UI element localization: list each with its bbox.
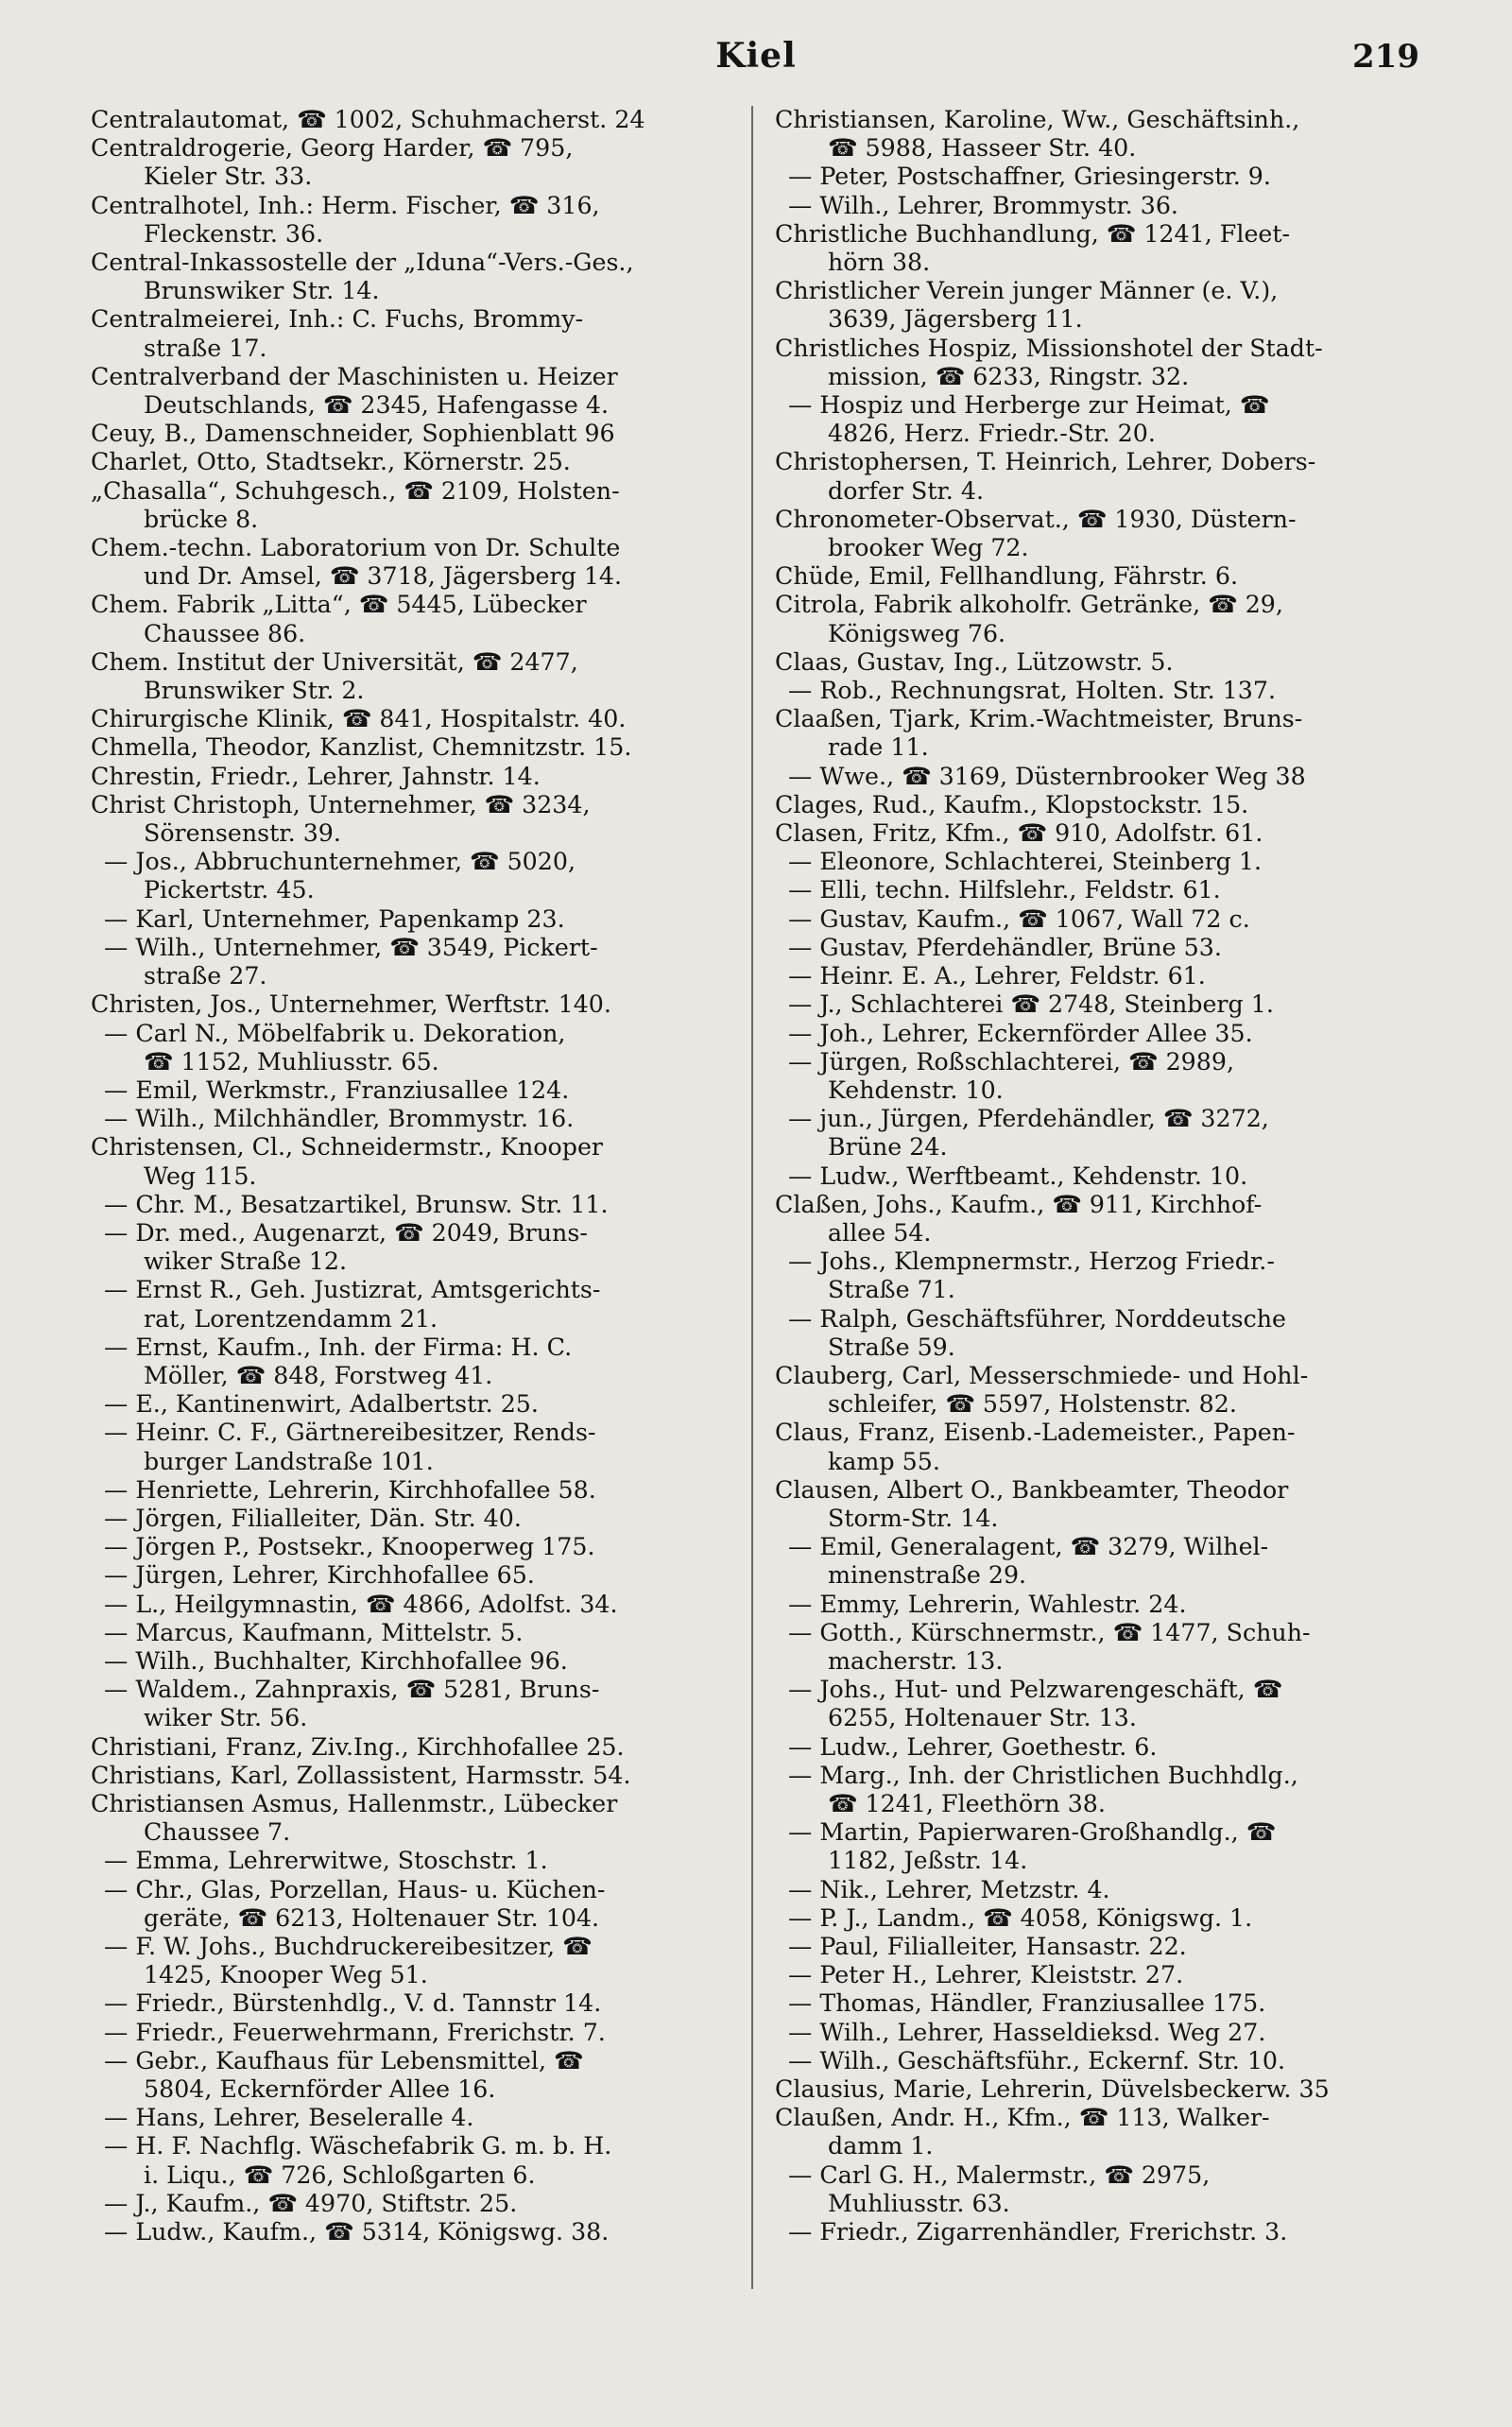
directory-line: Chüde, Emil, Fellhandlung, Fährstr. 6. — [775, 562, 1239, 591]
directory-line: geräte, ☎ 6213, Holtenauer Str. 104. — [144, 1903, 600, 1932]
directory-line: 1182, Jeßstr. 14. — [828, 1847, 1028, 1875]
directory-line: — E., Kantinenwirt, Adalbertstr. 25. — [104, 1390, 539, 1419]
directory-line: Christliche Buchhandlung, ☎ 1241, Fleet- — [775, 219, 1291, 248]
directory-line: i. Liqu., ☎ 726, Schloßgarten 6. — [144, 2160, 536, 2189]
directory-line: kamp 55. — [828, 1447, 940, 1475]
directory-line: 3639, Jägersberg 11. — [828, 305, 1083, 334]
directory-line: — Jürgen, Lehrer, Kirchhofallee 65. — [104, 1561, 535, 1590]
directory-line: Christophersen, T. Heinrich, Lehrer, Dobers- — [775, 448, 1316, 476]
directory-line: — Wilh., Geschäftsführ., Eckernf. Str. 10. — [788, 2046, 1286, 2074]
directory-line: rade 11. — [828, 733, 929, 762]
directory-line: — Heinr. C. F., Gärtnereibesitzer, Rends- — [104, 1419, 596, 1447]
directory-line: Chem.-techn. Laboratorium von Dr. Schulte — [91, 534, 621, 562]
directory-line: Clausen, Albert O., Bankbeamter, Theodor — [775, 1475, 1289, 1504]
directory-line: Christiani, Franz, Ziv.Ing., Kirchhofallee 25. — [91, 1732, 625, 1761]
directory-line: — Hospiz und Herberge zur Heimat, ☎ — [788, 391, 1270, 420]
directory-line: — Eleonore, Schlachterei, Steinberg 1. — [788, 848, 1263, 876]
directory-line: — Hans, Lehrer, Beseleralle 4. — [104, 2104, 474, 2132]
directory-line: Ceuy, B., Damenschneider, Sophienblatt 96 — [91, 420, 615, 448]
directory-line: — Wilh., Milchhändler, Brommystr. 16. — [104, 1105, 575, 1133]
directory-line: Claas, Gustav, Ing., Lützowstr. 5. — [775, 647, 1174, 676]
directory-line: — Wilh., Buchhalter, Kirchhofallee 96. — [104, 1646, 568, 1675]
directory-line: brücke 8. — [144, 505, 259, 533]
directory-line: — jun., Jürgen, Pferdehändler, ☎ 3272, — [788, 1105, 1269, 1133]
directory-line: — Friedr., Zigarrenhändler, Frerichstr. 3. — [788, 2218, 1288, 2246]
directory-line: Christen, Jos., Unternehmer, Werftstr. 140. — [91, 990, 611, 1019]
directory-line: Centralmeierei, Inh.: C. Fuchs, Brommy- — [91, 305, 584, 334]
directory-line: ☎ 5988, Hasseer Str. 40. — [828, 134, 1137, 163]
directory-line: macherstr. 13. — [828, 1646, 1004, 1675]
directory-line: minenstraße 29. — [828, 1561, 1027, 1590]
directory-line: — Emma, Lehrerwitwe, Stoschstr. 1. — [104, 1847, 548, 1875]
directory-line: Claußen, Andr. H., Kfm., ☎ 113, Walker- — [775, 2104, 1270, 2132]
directory-line: Straße 59. — [828, 1333, 955, 1361]
directory-line: Centralautomat, ☎ 1002, Schuhmacherst. 24 — [91, 106, 645, 133]
directory-line: Kehdenstr. 10. — [828, 1076, 1004, 1104]
directory-line: — Jörgen, Filialleiter, Dän. Str. 40. — [104, 1504, 522, 1532]
directory-line: — Rob., Rechnungsrat, Holten. Str. 137. — [788, 677, 1276, 705]
directory-line: — Emil, Generalagent, ☎ 3279, Wilhel- — [788, 1533, 1269, 1561]
directory-line: — Ernst R., Geh. Justizrat, Amtsgerichts- — [104, 1276, 601, 1304]
directory-line: Claßen, Johs., Kaufm., ☎ 911, Kirchhof- — [775, 1190, 1263, 1218]
directory-line: wiker Str. 56. — [144, 1704, 308, 1732]
page-number: 219 — [1352, 38, 1419, 76]
directory-line: Storm-Str. 14. — [828, 1504, 999, 1532]
directory-line: — Ralph, Geschäftsführer, Norddeutsche — [788, 1304, 1287, 1333]
directory-line: „Chasalla“, Schuhgesch., ☎ 2109, Holsten- — [91, 476, 620, 505]
directory-line: ☎ 1241, Fleethörn 38. — [828, 1789, 1106, 1817]
directory-line: 5804, Eckernförder Allee 16. — [144, 2075, 496, 2104]
directory-line: straße 27. — [144, 962, 267, 990]
directory-line: — Martin, Papierwaren-Großhandlg., ☎ — [788, 1818, 1277, 1847]
directory-line: — Nik., Lehrer, Metzstr. 4. — [788, 1875, 1110, 1903]
directory-line: Chmella, Theodor, Kanzlist, Chemnitzstr. 15. — [91, 733, 632, 762]
directory-line: Sörensenstr. 39. — [144, 819, 341, 848]
directory-line: Deutschlands, ☎ 2345, Hafengasse 4. — [144, 391, 610, 420]
directory-line: Christians, Karl, Zollassistent, Harmsstr. 54. — [91, 1761, 631, 1789]
directory-line: Königsweg 76. — [828, 619, 1006, 647]
directory-line: Christlicher Verein junger Männer (e. V.), — [775, 277, 1279, 305]
directory-line: — Gebr., Kaufhaus für Lebensmittel, ☎ — [104, 2046, 584, 2074]
directory-line: Fleckenstr. 36. — [144, 219, 324, 248]
directory-line: und Dr. Amsel, ☎ 3718, Jägersberg 14. — [144, 562, 623, 591]
directory-line: — Peter H., Lehrer, Kleiststr. 27. — [788, 1961, 1184, 1989]
directory-line: allee 54. — [828, 1218, 932, 1247]
directory-line: Clages, Rud., Kaufm., Klopstockstr. 15. — [775, 790, 1249, 818]
directory-line: — H. F. Nachflg. Wäschefabrik G. m. b. H. — [104, 2132, 612, 2160]
directory-line: — Wilh., Lehrer, Brommystr. 36. — [788, 191, 1178, 219]
directory-line: — Chr. M., Besatzartikel, Brunsw. Str. 11. — [104, 1190, 609, 1218]
directory-line: Pickertstr. 45. — [144, 876, 315, 904]
directory-line: — Elli, techn. Hilfslehr., Feldstr. 61. — [788, 876, 1221, 904]
directory-line: — Ludw., Lehrer, Goethestr. 6. — [788, 1732, 1158, 1761]
directory-line: Weg 115. — [144, 1162, 257, 1190]
directory-line: Clasen, Fritz, Kfm., ☎ 910, Adolfstr. 61. — [775, 819, 1263, 848]
directory-line: — Gustav, Kaufm., ☎ 1067, Wall 72 c. — [788, 904, 1250, 933]
directory-line: — Chr., Glas, Porzellan, Haus- u. Küchen- — [104, 1875, 606, 1903]
directory-line: — Johs., Hut- und Pelzwarengeschäft, ☎ — [788, 1676, 1283, 1704]
directory-line: Christliches Hospiz, Missionshotel der Stadt- — [775, 334, 1323, 362]
directory-line: — Heinr. E. A., Lehrer, Feldstr. 61. — [788, 962, 1206, 990]
directory-line: — Waldem., Zahnpraxis, ☎ 5281, Bruns- — [104, 1676, 600, 1704]
directory-line: — Johs., Klempnermstr., Herzog Friedr.- — [788, 1248, 1275, 1276]
directory-line: Muhliusstr. 63. — [828, 2189, 1010, 2217]
directory-line: — Wilh., Unternehmer, ☎ 3549, Pickert- — [104, 933, 598, 961]
directory-line: mission, ☎ 6233, Ringstr. 32. — [828, 362, 1190, 390]
directory-line: brooker Weg 72. — [828, 534, 1029, 562]
directory-line: — Emmy, Lehrerin, Wahlestr. 24. — [788, 1590, 1187, 1618]
directory-line: Charlet, Otto, Stadtsekr., Körnerstr. 25. — [91, 448, 571, 476]
directory-line: Christiansen, Karoline, Ww., Geschäftsinh., — [775, 106, 1300, 133]
directory-line: — Jürgen, Roßschlachterei, ☎ 2989, — [788, 1047, 1234, 1076]
directory-line: — J., Kaufm., ☎ 4970, Stiftstr. 25. — [104, 2189, 518, 2217]
directory-line: — Henriette, Lehrerin, Kirchhofallee 58. — [104, 1475, 596, 1504]
directory-line: ☎ 1152, Muhliusstr. 65. — [144, 1047, 439, 1076]
directory-line: — Gotth., Kürschnermstr., ☎ 1477, Schuh- — [788, 1618, 1311, 1646]
directory-line: Brunswiker Str. 14. — [144, 277, 380, 305]
directory-line: — Thomas, Händler, Franziusallee 175. — [788, 1989, 1266, 2018]
directory-line: — Emil, Werkmstr., Franziusallee 124. — [104, 1076, 570, 1104]
directory-line: — Jos., Abbruchunternehmer, ☎ 5020, — [104, 848, 576, 876]
directory-line: Claus, Franz, Eisenb.-Lademeister., Papen- — [775, 1419, 1296, 1447]
directory-line: damm 1. — [828, 2132, 934, 2160]
directory-line: Brüne 24. — [828, 1133, 948, 1162]
directory-line: Clauberg, Carl, Messerschmiede- und Hohl- — [775, 1361, 1309, 1389]
directory-line: burger Landstraße 101. — [144, 1447, 434, 1475]
directory-line: — L., Heilgymnastin, ☎ 4866, Adolfst. 34. — [104, 1590, 618, 1618]
directory-line: — Ludw., Werftbeamt., Kehdenstr. 10. — [788, 1162, 1248, 1190]
directory-line: — Marcus, Kaufmann, Mittelstr. 5. — [104, 1618, 524, 1646]
left-column — [91, 106, 752, 2246]
directory-line: Kieler Str. 33. — [144, 163, 313, 191]
directory-line: Chaussee 86. — [144, 619, 306, 647]
directory-line: — Carl G. H., Malermstr., ☎ 2975, — [788, 2160, 1211, 2189]
directory-line: Christensen, Cl., Schneidermstr., Knooper — [91, 1133, 604, 1162]
directory-line: Straße 71. — [828, 1276, 955, 1304]
directory-line: — Wilh., Lehrer, Hasseldieksd. Weg 27. — [788, 2018, 1266, 2046]
directory-line: straße 17. — [144, 334, 267, 362]
directory-line: — Paul, Filialleiter, Hansastr. 22. — [788, 1933, 1187, 1960]
directory-line: schleifer, ☎ 5597, Holstenstr. 82. — [828, 1390, 1237, 1419]
directory-line: — J., Schlachterei ☎ 2748, Steinberg 1. — [788, 990, 1274, 1019]
directory-line: hörn 38. — [828, 249, 931, 277]
directory-line: Chem. Fabrik „Litta“, ☎ 5445, Lübecker — [91, 591, 587, 619]
directory-line: rat, Lorentzendamm 21. — [144, 1304, 438, 1333]
directory-line: — Wwe., ☎ 3169, Düsternbrooker Weg 38 — [788, 762, 1306, 790]
page-title: Kiel — [715, 36, 797, 76]
directory-line: 1425, Knooper Weg 51. — [144, 1961, 428, 1989]
directory-line: Möller, ☎ 848, Forstweg 41. — [144, 1361, 493, 1389]
directory-line: Christ Christoph, Unternehmer, ☎ 3234, — [91, 790, 591, 818]
directory-line: Chaussee 7. — [144, 1818, 291, 1847]
directory-line: — Marg., Inh. der Christlichen Buchhdlg., — [788, 1761, 1298, 1789]
directory-line: Citrola, Fabrik alkoholfr. Getränke, ☎ 29, — [775, 591, 1283, 619]
directory-line: — Friedr., Feuerwehrmann, Frerichstr. 7. — [104, 2018, 606, 2046]
directory-line: 6255, Holtenauer Str. 13. — [828, 1704, 1137, 1732]
directory-line: Central-Inkassostelle der „Iduna“-Vers.-Ges., — [91, 249, 634, 277]
directory-line: Centraldrogerie, Georg Harder, ☎ 795, — [91, 134, 574, 163]
right-column — [775, 106, 1436, 2246]
directory-line: Clausius, Marie, Lehrerin, Düvelsbeckerw. 35 — [775, 2075, 1330, 2104]
directory-line: — Gustav, Pferdehändler, Brüne 53. — [788, 933, 1222, 961]
directory-line: Brunswiker Str. 2. — [144, 677, 365, 705]
directory-line: — Friedr., Bürstenhdlg., V. d. Tannstr 14. — [104, 1989, 602, 2018]
directory-line: — Dr. med., Augenarzt, ☎ 2049, Bruns- — [104, 1218, 588, 1247]
directory-line: Chronometer-Observat., ☎ 1930, Düstern- — [775, 505, 1297, 533]
directory-line: — Peter, Postschaffner, Griesingerstr. 9. — [788, 163, 1271, 191]
directory-line: dorfer Str. 4. — [828, 476, 985, 505]
directory-line: — Ernst, Kaufm., Inh. der Firma: H. C. — [104, 1333, 573, 1361]
directory-line: Claaßen, Tjark, Krim.-Wachtmeister, Bruns- — [775, 705, 1303, 733]
directory-line: Chirurgische Klinik, ☎ 841, Hospitalstr. 40. — [91, 705, 627, 733]
directory-line: — Ludw., Kaufm., ☎ 5314, Königswg. 38. — [104, 2218, 610, 2246]
directory-line: — Carl N., Möbelfabrik u. Dekoration, — [104, 1019, 566, 1047]
directory-line: 4826, Herz. Friedr.-Str. 20. — [828, 420, 1156, 448]
directory-line: Centralverband der Maschinisten u. Heizer — [91, 362, 618, 390]
directory-line: — Jörgen P., Postsekr., Knooperweg 175. — [104, 1533, 595, 1561]
directory-line: — Karl, Unternehmer, Papenkamp 23. — [104, 904, 565, 933]
directory-line: — P. J., Landm., ☎ 4058, Königswg. 1. — [788, 1903, 1253, 1932]
directory-line: Chem. Institut der Universität, ☎ 2477, — [91, 647, 578, 676]
directory-line: wiker Straße 12. — [144, 1248, 347, 1276]
directory-line: Centralhotel, Inh.: Herm. Fischer, ☎ 316, — [91, 191, 600, 219]
directory-line: — F. W. Johs., Buchdruckereibesitzer, ☎ — [104, 1933, 593, 1960]
column-divider — [751, 106, 753, 2289]
directory-line: Christiansen Asmus, Hallenmstr., Lübecker — [91, 1789, 618, 1817]
directory-line: — Joh., Lehrer, Eckernförder Allee 35. — [788, 1019, 1253, 1047]
directory-line: Chrestin, Friedr., Lehrer, Jahnstr. 14. — [91, 762, 541, 790]
